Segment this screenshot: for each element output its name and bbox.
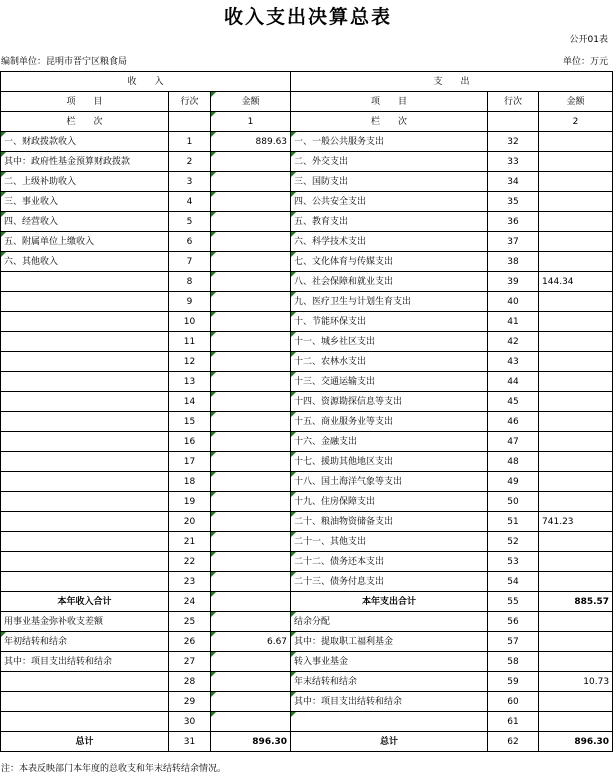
income-amount-cell bbox=[211, 252, 291, 272]
income-amount-cell bbox=[211, 372, 291, 392]
expense-item-cell: 本年支出合计 bbox=[291, 592, 488, 612]
income-item-cell bbox=[1, 692, 169, 712]
table-row bbox=[1, 172, 613, 192]
expense-row-no-cell: 32 bbox=[488, 132, 539, 152]
expense-amount-cell bbox=[539, 232, 613, 252]
table-row bbox=[1, 232, 613, 252]
expense-row-no-cell: 60 bbox=[488, 692, 539, 712]
section-header-row bbox=[1, 72, 613, 92]
income-item-cell bbox=[1, 512, 169, 532]
income-amount-cell bbox=[211, 212, 291, 232]
income-column-number: 1 bbox=[211, 112, 291, 132]
table-row bbox=[1, 432, 613, 452]
income-row-no-cell: 23 bbox=[169, 572, 211, 592]
income-item-cell bbox=[1, 572, 169, 592]
income-row-no-cell: 1 bbox=[169, 132, 211, 152]
expense-amount-cell bbox=[539, 332, 613, 352]
income-item-header: 项 目 bbox=[1, 92, 169, 112]
income-row-no-cell: 9 bbox=[169, 292, 211, 312]
income-row-no-cell: 26 bbox=[169, 632, 211, 652]
report-title: 收入支出决算总表 bbox=[223, 6, 392, 28]
expense-amount-cell bbox=[539, 712, 613, 732]
expense-item-cell: 四、公共安全支出 bbox=[291, 192, 488, 212]
expense-row-no-cell: 33 bbox=[488, 152, 539, 172]
income-row-no-cell: 18 bbox=[169, 472, 211, 492]
income-amount-cell bbox=[211, 432, 291, 452]
income-item-cell: 三、事业收入 bbox=[1, 192, 169, 212]
income-section-header: 收 入 bbox=[1, 72, 291, 92]
column-index-row bbox=[1, 112, 613, 132]
expense-row-no-cell: 54 bbox=[488, 572, 539, 592]
income-row-no-cell: 13 bbox=[169, 372, 211, 392]
income-row-no-cell: 27 bbox=[169, 652, 211, 672]
income-amount-cell bbox=[211, 152, 291, 172]
income-row-no-cell: 8 bbox=[169, 272, 211, 292]
expense-amount-cell bbox=[539, 212, 613, 232]
expense-amount-cell bbox=[539, 252, 613, 272]
income-item-cell bbox=[1, 392, 169, 412]
expense-row-no-cell: 55 bbox=[488, 592, 539, 612]
expense-item-cell: 十九、住房保障支出 bbox=[291, 492, 488, 512]
table-row bbox=[1, 572, 613, 592]
expense-amount-cell: 741.23 bbox=[539, 512, 613, 532]
unit-label: 单位：万元 bbox=[562, 57, 608, 67]
income-row-no-cell: 4 bbox=[169, 192, 211, 212]
table-row bbox=[1, 192, 613, 212]
expense-amount-cell bbox=[539, 172, 613, 192]
table-row bbox=[1, 452, 613, 472]
income-item-cell bbox=[1, 532, 169, 552]
expense-amount-cell bbox=[539, 392, 613, 412]
income-item-cell bbox=[1, 432, 169, 452]
expense-row-no-cell: 36 bbox=[488, 212, 539, 232]
income-row-no-cell: 24 bbox=[169, 592, 211, 612]
table-row bbox=[1, 392, 613, 412]
income-row-no-cell: 14 bbox=[169, 392, 211, 412]
table-row bbox=[1, 692, 613, 712]
expense-item-cell bbox=[291, 712, 488, 732]
expense-row-no-cell: 57 bbox=[488, 632, 539, 652]
expense-row-no-cell: 51 bbox=[488, 512, 539, 532]
income-row-no-cell: 16 bbox=[169, 432, 211, 452]
table-row bbox=[1, 292, 613, 312]
expense-row-no-cell: 61 bbox=[488, 712, 539, 732]
income-item-cell bbox=[1, 372, 169, 392]
expense-item-cell: 二十一、其他支出 bbox=[291, 532, 488, 552]
expense-row-no-cell: 37 bbox=[488, 232, 539, 252]
income-item-cell: 六、其他收入 bbox=[1, 252, 169, 272]
expense-row-no-cell: 44 bbox=[488, 372, 539, 392]
expense-column-label: 栏 次 bbox=[291, 112, 488, 132]
income-amount-cell bbox=[211, 612, 291, 632]
expense-amount-cell bbox=[539, 452, 613, 472]
income-row-no-cell: 17 bbox=[169, 452, 211, 472]
table-row bbox=[1, 632, 613, 652]
expense-amount-cell: 144.34 bbox=[539, 272, 613, 292]
income-item-cell bbox=[1, 712, 169, 732]
expense-amount-cell bbox=[539, 192, 613, 212]
column-header-row bbox=[1, 92, 613, 112]
income-amount-header: 金额 bbox=[211, 92, 291, 112]
expense-amount-cell bbox=[539, 532, 613, 552]
income-amount-cell bbox=[211, 512, 291, 532]
income-row-no-cell: 20 bbox=[169, 512, 211, 532]
expense-amount-cell bbox=[539, 152, 613, 172]
table-row bbox=[1, 152, 613, 172]
income-row-no-cell: 6 bbox=[169, 232, 211, 252]
income-row-no-cell: 3 bbox=[169, 172, 211, 192]
expense-item-cell: 十一、城乡社区支出 bbox=[291, 332, 488, 352]
income-amount-cell bbox=[211, 312, 291, 332]
income-item-cell: 本年收入合计 bbox=[1, 592, 169, 612]
footnote: 注：本表反映部门本年度的总收支和年末结转结余情况。 bbox=[1, 764, 227, 774]
income-item-cell bbox=[1, 672, 169, 692]
expense-row-no-cell: 40 bbox=[488, 292, 539, 312]
table-row bbox=[1, 732, 613, 752]
expense-amount-cell bbox=[539, 432, 613, 452]
expense-row-no-cell: 58 bbox=[488, 652, 539, 672]
table-row bbox=[1, 252, 613, 272]
income-amount-cell bbox=[211, 692, 291, 712]
income-item-cell bbox=[1, 292, 169, 312]
table-row bbox=[1, 592, 613, 612]
expense-amount-cell bbox=[539, 692, 613, 712]
income-amount-cell bbox=[211, 492, 291, 512]
expense-amount-cell bbox=[539, 352, 613, 372]
income-item-cell bbox=[1, 352, 169, 372]
expense-item-cell: 十六、金融支出 bbox=[291, 432, 488, 452]
expense-item-header: 项 目 bbox=[291, 92, 488, 112]
income-item-cell bbox=[1, 552, 169, 572]
expense-amount-cell bbox=[539, 412, 613, 432]
expense-row-no-cell: 46 bbox=[488, 412, 539, 432]
income-amount-cell bbox=[211, 592, 291, 612]
expense-item-cell: 三、国防支出 bbox=[291, 172, 488, 192]
expense-item-cell: 十、节能环保支出 bbox=[291, 312, 488, 332]
income-amount-cell bbox=[211, 652, 291, 672]
expense-item-cell: 总计 bbox=[291, 732, 488, 752]
table-row bbox=[1, 612, 613, 632]
expense-row-no-cell: 62 bbox=[488, 732, 539, 752]
expense-item-cell: 七、文化体育与传媒支出 bbox=[291, 252, 488, 272]
table-row bbox=[1, 712, 613, 732]
income-item-cell: 其中：项目支出结转和结余 bbox=[1, 652, 169, 672]
income-amount-cell bbox=[211, 712, 291, 732]
income-amount-cell bbox=[211, 472, 291, 492]
expense-amount-cell bbox=[539, 492, 613, 512]
expense-amount-cell: 896.30 bbox=[539, 732, 613, 752]
income-row-no-cell: 7 bbox=[169, 252, 211, 272]
expense-amount-cell: 10.73 bbox=[539, 672, 613, 692]
expense-item-cell: 转入事业基金 bbox=[291, 652, 488, 672]
income-row-no-header: 行次 bbox=[169, 92, 211, 112]
expense-row-no-header: 行次 bbox=[488, 92, 539, 112]
table-row bbox=[1, 472, 613, 492]
expense-item-cell: 二十二、债务还本支出 bbox=[291, 552, 488, 572]
income-amount-cell: 6.67 bbox=[211, 632, 291, 652]
income-row-no-cell: 12 bbox=[169, 352, 211, 372]
income-row-no-cell: 22 bbox=[169, 552, 211, 572]
income-row-no-cell: 2 bbox=[169, 152, 211, 172]
expense-amount-cell bbox=[539, 472, 613, 492]
expense-item-cell: 六、科学技术支出 bbox=[291, 232, 488, 252]
income-amount-cell bbox=[211, 552, 291, 572]
expense-row-no-cell: 50 bbox=[488, 492, 539, 512]
expense-item-cell: 二、外交支出 bbox=[291, 152, 488, 172]
income-amount-cell: 889.63 bbox=[211, 132, 291, 152]
income-amount-cell bbox=[211, 572, 291, 592]
expense-row-no-cell: 42 bbox=[488, 332, 539, 352]
income-item-cell bbox=[1, 492, 169, 512]
expense-column-number: 2 bbox=[539, 112, 613, 132]
income-amount-cell bbox=[211, 672, 291, 692]
income-item-cell: 四、经营收入 bbox=[1, 212, 169, 232]
expense-row-no-cell: 41 bbox=[488, 312, 539, 332]
income-item-cell bbox=[1, 452, 169, 472]
table-row bbox=[1, 552, 613, 572]
expense-item-cell: 年末结转和结余 bbox=[291, 672, 488, 692]
income-row-no-cell: 31 bbox=[169, 732, 211, 752]
expense-item-cell: 十四、资源勘探信息等支出 bbox=[291, 392, 488, 412]
expense-row-no-cell: 56 bbox=[488, 612, 539, 632]
expense-section-header: 支 出 bbox=[291, 72, 613, 92]
expense-row-no-cell: 35 bbox=[488, 192, 539, 212]
expense-item-cell: 十五、商业服务业等支出 bbox=[291, 412, 488, 432]
table-row bbox=[1, 672, 613, 692]
table-row bbox=[1, 492, 613, 512]
expense-item-cell: 五、教育支出 bbox=[291, 212, 488, 232]
income-amount-cell bbox=[211, 392, 291, 412]
expense-amount-cell bbox=[539, 552, 613, 572]
income-column-blank bbox=[169, 112, 211, 132]
expense-amount-header: 金额 bbox=[539, 92, 613, 112]
expense-amount-cell: 885.57 bbox=[539, 592, 613, 612]
expense-row-no-cell: 59 bbox=[488, 672, 539, 692]
income-amount-cell bbox=[211, 452, 291, 472]
expense-row-no-cell: 34 bbox=[488, 172, 539, 192]
table-row bbox=[1, 212, 613, 232]
income-amount-cell bbox=[211, 232, 291, 252]
expense-item-cell: 二十、粮油物资储备支出 bbox=[291, 512, 488, 532]
expense-item-cell: 十三、交通运输支出 bbox=[291, 372, 488, 392]
income-item-cell bbox=[1, 312, 169, 332]
expense-amount-cell bbox=[539, 372, 613, 392]
income-row-no-cell: 30 bbox=[169, 712, 211, 732]
expense-item-cell: 其中：提取职工福利基金 bbox=[291, 632, 488, 652]
expense-amount-cell bbox=[539, 612, 613, 632]
expense-row-no-cell: 53 bbox=[488, 552, 539, 572]
table-row bbox=[1, 312, 613, 332]
income-column-label: 栏 次 bbox=[1, 112, 169, 132]
income-row-no-cell: 29 bbox=[169, 692, 211, 712]
table-row bbox=[1, 372, 613, 392]
income-item-cell bbox=[1, 272, 169, 292]
table-row bbox=[1, 352, 613, 372]
expense-amount-cell bbox=[539, 632, 613, 652]
org-label: 编制单位：昆明市晋宁区粮食局 bbox=[1, 57, 128, 67]
income-row-no-cell: 11 bbox=[169, 332, 211, 352]
table-row bbox=[1, 412, 613, 432]
income-row-no-cell: 15 bbox=[169, 412, 211, 432]
expense-row-no-cell: 38 bbox=[488, 252, 539, 272]
income-amount-cell bbox=[211, 292, 291, 312]
expense-item-cell: 九、医疗卫生与计划生育支出 bbox=[291, 292, 488, 312]
expense-item-cell: 十七、援助其他地区支出 bbox=[291, 452, 488, 472]
expense-row-no-cell: 52 bbox=[488, 532, 539, 552]
table-row bbox=[1, 132, 613, 152]
expense-row-no-cell: 47 bbox=[488, 432, 539, 452]
income-amount-cell bbox=[211, 412, 291, 432]
income-row-no-cell: 10 bbox=[169, 312, 211, 332]
income-amount-cell bbox=[211, 532, 291, 552]
expense-item-cell: 其中：项目支出结转和结余 bbox=[291, 692, 488, 712]
expense-item-cell: 八、社会保障和就业支出 bbox=[291, 272, 488, 292]
income-item-cell: 五、附属单位上缴收入 bbox=[1, 232, 169, 252]
income-item-cell bbox=[1, 412, 169, 432]
expense-amount-cell bbox=[539, 292, 613, 312]
expense-amount-cell bbox=[539, 572, 613, 592]
expense-amount-cell bbox=[539, 312, 613, 332]
income-item-cell: 总计 bbox=[1, 732, 169, 752]
income-item-cell bbox=[1, 332, 169, 352]
expense-row-no-cell: 49 bbox=[488, 472, 539, 492]
summary-table bbox=[0, 71, 613, 752]
expense-item-cell: 结余分配 bbox=[291, 612, 488, 632]
expense-item-cell: 一、一般公共服务支出 bbox=[291, 132, 488, 152]
expense-item-cell: 十二、农林水支出 bbox=[291, 352, 488, 372]
expense-row-no-cell: 48 bbox=[488, 452, 539, 472]
expense-amount-cell bbox=[539, 652, 613, 672]
income-row-no-cell: 19 bbox=[169, 492, 211, 512]
expense-row-no-cell: 45 bbox=[488, 392, 539, 412]
expense-row-no-cell: 39 bbox=[488, 272, 539, 292]
table-row bbox=[1, 272, 613, 292]
income-amount-cell bbox=[211, 172, 291, 192]
form-number: 公开01表 bbox=[569, 35, 608, 45]
income-amount-cell bbox=[211, 332, 291, 352]
income-row-no-cell: 25 bbox=[169, 612, 211, 632]
income-item-cell bbox=[1, 472, 169, 492]
income-item-cell: 二、上级补助收入 bbox=[1, 172, 169, 192]
income-item-cell: 用事业基金弥补收支差额 bbox=[1, 612, 169, 632]
income-amount-cell bbox=[211, 272, 291, 292]
income-item-cell: 年初结转和结余 bbox=[1, 632, 169, 652]
expense-column-blank bbox=[488, 112, 539, 132]
income-row-no-cell: 5 bbox=[169, 212, 211, 232]
expense-row-no-cell: 43 bbox=[488, 352, 539, 372]
table-row bbox=[1, 332, 613, 352]
expense-amount-cell bbox=[539, 132, 613, 152]
income-item-cell: 其中：政府性基金预算财政拨款 bbox=[1, 152, 169, 172]
table-row bbox=[1, 532, 613, 552]
income-amount-cell bbox=[211, 352, 291, 372]
income-amount-cell bbox=[211, 192, 291, 212]
table-row bbox=[1, 512, 613, 532]
expense-item-cell: 十八、国土海洋气象等支出 bbox=[291, 472, 488, 492]
income-row-no-cell: 21 bbox=[169, 532, 211, 552]
income-row-no-cell: 28 bbox=[169, 672, 211, 692]
expense-item-cell: 二十三、债务付息支出 bbox=[291, 572, 488, 592]
income-item-cell: 一、财政拨款收入 bbox=[1, 132, 169, 152]
income-amount-cell: 896.30 bbox=[211, 732, 291, 752]
table-row bbox=[1, 652, 613, 672]
